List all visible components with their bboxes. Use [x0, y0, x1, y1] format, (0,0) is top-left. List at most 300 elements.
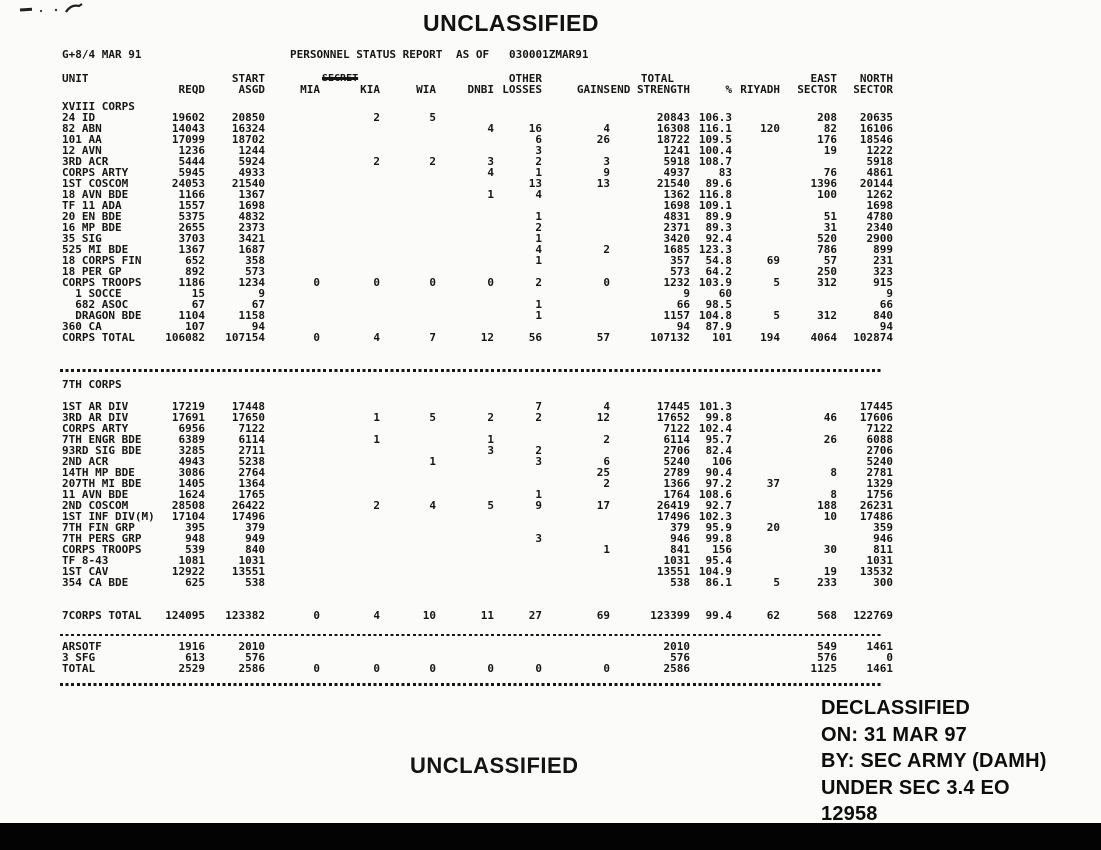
cell-strength: 16308: [656, 122, 690, 135]
cell-losses: [494, 544, 542, 555]
cell-unit: 2ND COSCOM: [62, 498, 129, 512]
cell-asgd: 4832: [238, 210, 265, 223]
cell-mia: [265, 555, 320, 566]
table-row: [62, 489, 898, 500]
header-losses: LOSSES: [502, 83, 542, 96]
cell-losses: 0: [535, 662, 542, 675]
cell-east: 1125: [810, 662, 837, 675]
cell-dnbi: 4: [487, 122, 494, 135]
cell-asgd: 1698: [238, 199, 265, 212]
cell-unit: 3 SFG: [62, 651, 96, 664]
cell-asgd: 2373: [238, 221, 265, 234]
header-north-sector: SECTOR: [853, 83, 893, 96]
header-kia: KIA: [360, 83, 380, 96]
cell-wia: 7: [429, 331, 436, 344]
cell-asgd: 573: [245, 265, 265, 278]
cell-mia: [265, 178, 320, 189]
cell-riyadh: [732, 467, 780, 478]
cell-strength: 573: [670, 265, 690, 278]
cell-gains: 0: [603, 662, 610, 675]
cell-kia: [320, 467, 380, 478]
cell-east: [780, 456, 837, 467]
cell-east: 8: [830, 487, 837, 501]
cell-dnbi: [436, 134, 494, 145]
header-wia: WIA: [416, 83, 436, 96]
cell-losses: 2: [535, 276, 542, 289]
cell-wia: 0: [429, 276, 436, 289]
cell-dnbi: [436, 211, 494, 222]
section-title: 7TH CORPS: [62, 377, 122, 391]
cell-pct: 98.5: [705, 298, 732, 311]
cell-north: 1222: [866, 144, 893, 157]
cell-pct: 104.8: [698, 309, 732, 322]
cell-north: 20635: [859, 111, 893, 124]
cell-unit: CORPS ARTY: [62, 166, 129, 179]
cell-pct: 101: [712, 331, 732, 344]
cell-pct: 123.3: [698, 243, 732, 256]
cell-pct: 95.7: [705, 432, 732, 446]
cell-unit: 11 AVN BDE: [62, 487, 129, 501]
cell-asgd: 2586: [238, 662, 265, 675]
cell-losses: [494, 522, 542, 533]
cell-pct: 116.8: [698, 188, 732, 201]
cell-losses: 1: [535, 487, 542, 501]
cell-gains: 2: [603, 243, 610, 256]
header-percent: %: [725, 83, 732, 96]
cell-reqd: 1236: [178, 144, 205, 157]
table-row: [62, 412, 898, 423]
cell-wia: 4: [429, 498, 436, 512]
cell-gains: 69: [596, 608, 610, 622]
cell-mia: [265, 134, 320, 145]
cell-kia: [320, 244, 380, 255]
cell-asgd: 21540: [231, 177, 265, 190]
cell-reqd: 1081: [178, 553, 205, 567]
cell-losses: [494, 511, 542, 522]
cell-mia: [265, 412, 320, 423]
cell-wia: 10: [422, 608, 436, 622]
cell-unit: 82 ABN: [62, 122, 102, 135]
cell-mia: [265, 167, 320, 178]
cell-reqd: 1405: [178, 476, 205, 490]
cell-pct: 109.5: [698, 133, 732, 146]
cell-reqd: 17219: [171, 399, 205, 413]
cell-riyadh: [732, 200, 780, 211]
cell-pct: 95.9: [705, 520, 732, 534]
cell-asgd: 4933: [238, 166, 265, 179]
cell-north: 6088: [866, 432, 893, 446]
cell-asgd: 2711: [238, 443, 265, 457]
cell-north: 122769: [853, 608, 893, 622]
cell-pct: 99.8: [705, 410, 732, 424]
cell-dnbi: [436, 401, 494, 412]
cell-reqd: 3086: [178, 465, 205, 479]
cell-reqd: 5444: [178, 155, 205, 168]
cell-asgd: 17496: [231, 509, 265, 523]
cell-losses: 13: [528, 177, 542, 190]
cell-mia: 0: [313, 608, 320, 622]
cell-losses: [494, 434, 542, 445]
cell-losses: 1: [535, 166, 542, 179]
column-headers: [62, 73, 898, 95]
cell-riyadh: [732, 641, 780, 652]
cell-mia: [265, 401, 320, 412]
cell-unit: TF 11 ADA: [62, 199, 122, 212]
cell-asgd: 67: [251, 298, 265, 311]
cell-dnbi: 1: [487, 188, 494, 201]
cell-dnbi: 12: [480, 331, 494, 344]
cell-riyadh: 37: [766, 476, 780, 490]
cell-mia: [265, 244, 320, 255]
cell-unit: CORPS ARTY: [62, 421, 129, 435]
pen-mark: [16, 2, 94, 18]
cell-pct: 64.2: [705, 265, 732, 278]
cell-reqd: 3703: [178, 232, 205, 245]
cell-losses: 2: [535, 443, 542, 457]
cell-east: [780, 288, 837, 299]
table-row-blank: [62, 599, 898, 610]
cell-east: [780, 445, 837, 456]
header-total: TOTAL: [640, 72, 674, 85]
cell-kia: [320, 511, 380, 522]
cell-mia: [265, 489, 320, 500]
cell-losses: 56: [528, 331, 542, 344]
cell-kia: 0: [373, 276, 380, 289]
cell-strength: 2371: [663, 221, 690, 234]
cell-east: 46: [823, 410, 837, 424]
cell-strength: 3420: [663, 232, 690, 245]
cell-north: 899: [873, 243, 893, 256]
cell-east: 57: [823, 254, 837, 267]
cell-dnbi: [436, 112, 494, 123]
header-north: NORTH: [859, 72, 893, 85]
cell-mia: 0: [313, 331, 320, 344]
cell-riyadh: [732, 434, 780, 445]
cell-east: 19: [823, 564, 837, 578]
cell-pct: 99.4: [705, 608, 732, 622]
table-row: [62, 332, 898, 343]
cell-kia: [320, 544, 380, 555]
cell-north: 94: [879, 320, 893, 333]
cell-east: 1396: [810, 177, 837, 190]
cell-dnbi: [436, 533, 494, 544]
cell-north: 1756: [866, 487, 893, 501]
table-row: [62, 610, 898, 621]
cell-reqd: 17104: [171, 509, 205, 523]
cell-asgd: 3421: [238, 232, 265, 245]
cell-pct: 104.9: [698, 564, 732, 578]
cell-pct: 101.3: [698, 399, 732, 413]
cell-kia: [320, 211, 380, 222]
cell-losses: 3: [535, 454, 542, 468]
cell-unit: CORPS TOTAL: [62, 331, 135, 344]
cell-east: 312: [817, 309, 837, 322]
cell-unit: 101 AA: [62, 133, 102, 146]
cell-pct: 103.9: [698, 276, 732, 289]
stamp-line: DECLASSIFIED: [821, 697, 971, 719]
cell-reqd: 1557: [178, 199, 205, 212]
cell-reqd: 15: [191, 287, 205, 300]
cell-kia: 4: [373, 608, 380, 622]
report-date: G+8/4 MAR 91: [62, 48, 142, 61]
cell-wia: [380, 577, 436, 588]
cell-north: 4861: [866, 166, 893, 179]
cell-losses: 16: [528, 122, 542, 135]
cell-unit: 1ST INF DIV(M): [62, 509, 155, 523]
cell-north: 231: [873, 254, 893, 267]
cell-kia: 4: [373, 331, 380, 344]
cell-wia: 2: [429, 155, 436, 168]
cell-pct: 106: [712, 454, 732, 468]
cell-mia: [265, 566, 320, 577]
cell-mia: [265, 522, 320, 533]
cell-reqd: 12922: [171, 564, 205, 578]
cell-strength: 17652: [656, 410, 690, 424]
cell-unit: 16 MP BDE: [62, 221, 122, 234]
cell-gains: 57: [596, 331, 610, 344]
table-row: [62, 511, 898, 522]
cell-dnbi: [436, 478, 494, 489]
cell-riyadh: 5: [773, 575, 780, 589]
cell-unit: 7TH PERS GRP: [62, 531, 142, 545]
cell-wia: [380, 555, 436, 566]
cell-asgd: 26422: [231, 498, 265, 512]
cell-reqd: 24053: [171, 177, 205, 190]
cell-strength: 7122: [663, 421, 690, 435]
cell-wia: 1: [429, 454, 436, 468]
cell-wia: 5: [429, 111, 436, 124]
cell-pct: 116.1: [698, 122, 732, 135]
cell-kia: [320, 577, 380, 588]
cell-mia: [265, 266, 320, 277]
cell-reqd: 106082: [165, 331, 205, 344]
table-row: [62, 566, 898, 577]
cell-losses: [494, 577, 542, 588]
cell-wia: [380, 434, 436, 445]
cell-gains: [542, 233, 610, 244]
cell-kia: [320, 423, 380, 434]
cell-unit: 7TH FIN GRP: [62, 520, 135, 534]
cell-north: 18546: [859, 133, 893, 146]
cell-east: [780, 555, 837, 566]
cell-riyadh: 5: [773, 309, 780, 322]
cell-unit: TOTAL: [62, 662, 96, 675]
cell-wia: [380, 445, 436, 456]
cell-reqd: 6956: [178, 421, 205, 435]
cell-reqd: 1624: [178, 487, 205, 501]
cell-mia: [265, 652, 320, 663]
table-row: [62, 544, 898, 555]
header-riyadh: RIYADH: [740, 83, 780, 96]
cell-north: 2900: [866, 232, 893, 245]
cell-reqd: 395: [185, 520, 205, 534]
cell-north: 2340: [866, 221, 893, 234]
cell-strength: 1232: [663, 276, 690, 289]
cell-dnbi: 2: [487, 410, 494, 424]
cell-pct: 95.4: [705, 553, 732, 567]
cell-gains: [542, 577, 610, 588]
cell-asgd: 379: [245, 520, 265, 534]
cell-dnbi: [436, 255, 494, 266]
cell-dnbi: [436, 266, 494, 277]
cell-gains: [542, 445, 610, 456]
table-row: [62, 500, 898, 511]
cell-north: 811: [873, 542, 893, 556]
cell-reqd: 17691: [171, 410, 205, 424]
cell-gains: [542, 522, 610, 533]
cell-north: 2706: [866, 443, 893, 457]
cell-north: 4780: [866, 210, 893, 223]
cell-unit: 24 ID: [62, 111, 96, 124]
table-row: [62, 456, 898, 467]
cell-gains: 13: [596, 177, 610, 190]
cell-reqd: 539: [185, 542, 205, 556]
cell-asgd: 94: [251, 320, 265, 333]
cell-wia: [380, 544, 436, 555]
cell-unit: 3RD AR DIV: [62, 410, 129, 424]
cell-unit: 2ND ACR: [62, 454, 109, 468]
cell-wia: [380, 321, 436, 332]
cell-north: 17486: [859, 509, 893, 523]
cell-gains: [542, 189, 610, 200]
report-title: PERSONNEL STATUS REPORT: [290, 48, 443, 61]
cell-asgd: 6114: [238, 432, 265, 446]
cell-wia: [380, 533, 436, 544]
cell-wia: [380, 200, 436, 211]
cell-strength: 538: [670, 575, 690, 589]
cell-kia: [320, 200, 380, 211]
cell-strength: 123399: [650, 608, 690, 622]
cell-mia: [265, 233, 320, 244]
cell-wia: [380, 489, 436, 500]
cell-asgd: 123382: [225, 608, 265, 622]
cell-losses: [494, 478, 542, 489]
cell-dnbi: [436, 244, 494, 255]
cell-riyadh: [732, 156, 780, 167]
cell-mia: [265, 288, 320, 299]
cell-asgd: 13551: [231, 564, 265, 578]
cell-riyadh: [732, 401, 780, 412]
cell-kia: 2: [373, 498, 380, 512]
cell-north: 16106: [859, 122, 893, 135]
cell-losses: 3: [535, 144, 542, 157]
cell-kia: 2: [373, 111, 380, 124]
cell-riyadh: [732, 544, 780, 555]
cell-gains: 3: [603, 155, 610, 168]
cell-dnbi: [436, 222, 494, 233]
cell-gains: [542, 112, 610, 123]
cell-dnbi: [436, 652, 494, 663]
cell-east: 82: [823, 122, 837, 135]
cell-reqd: 5945: [178, 166, 205, 179]
cell-kia: [320, 456, 380, 467]
cell-wia: [380, 641, 436, 652]
cell-gains: 0: [603, 276, 610, 289]
cell-asgd: 1687: [238, 243, 265, 256]
cell-reqd: 613: [185, 651, 205, 664]
cell-east: 576: [817, 651, 837, 664]
cell-unit: 1 SOCCE: [62, 287, 122, 300]
cell-reqd: 1166: [178, 188, 205, 201]
cell-mia: [265, 211, 320, 222]
cell-dnbi: [436, 178, 494, 189]
stamp-line: ON: 31 MAR 97: [821, 723, 967, 746]
stamp-line: 12958: [821, 803, 878, 825]
cell-gains: [542, 566, 610, 577]
cell-north: 7122: [866, 421, 893, 435]
cell-east: 8: [830, 465, 837, 479]
cell-unit: 1ST CAV: [62, 564, 109, 578]
cell-strength: 5240: [663, 454, 690, 468]
cell-kia: [320, 145, 380, 156]
cell-gains: [542, 511, 610, 522]
cell-gains: [542, 423, 610, 434]
cell-unit: 18 AVN BDE: [62, 188, 129, 201]
cell-east: 250: [817, 265, 837, 278]
cell-dnbi: [436, 145, 494, 156]
cell-riyadh: [732, 178, 780, 189]
cell-wia: [380, 467, 436, 478]
cell-gains: [542, 533, 610, 544]
cell-asgd: 2010: [238, 640, 265, 653]
cell-east: [780, 522, 837, 533]
cell-riyadh: [732, 663, 780, 674]
header-east-sector: SECTOR: [797, 83, 837, 96]
cell-mia: 0: [313, 276, 320, 289]
cell-mia: [265, 299, 320, 310]
cell-kia: [320, 167, 380, 178]
cell-reqd: 1916: [178, 640, 205, 653]
cell-dnbi: [436, 299, 494, 310]
cell-unit: CORPS TROOPS: [62, 542, 142, 556]
cell-riyadh: [732, 167, 780, 178]
cell-riyadh: 20: [766, 520, 780, 534]
cell-wia: [380, 566, 436, 577]
cell-gains: [542, 145, 610, 156]
cell-wia: [380, 134, 436, 145]
cell-east: 176: [817, 133, 837, 146]
cell-gains: [542, 200, 610, 211]
cell-riyadh: 194: [760, 331, 780, 344]
cell-mia: [265, 511, 320, 522]
cell-pct: 82.4: [705, 443, 732, 457]
cell-strength: 13551: [656, 564, 690, 578]
cell-wia: [380, 123, 436, 134]
cell-pct: 92.7: [705, 498, 732, 512]
cell-pct: 87.9: [705, 320, 732, 333]
cell-mia: [265, 321, 320, 332]
cell-losses: 1: [535, 309, 542, 322]
report-header: [62, 48, 898, 60]
cell-wia: [380, 189, 436, 200]
cell-losses: [494, 467, 542, 478]
cell-unit: 207TH MI BDE: [62, 476, 142, 490]
cell-unit: 1ST COSCOM: [62, 177, 129, 190]
header-other: OTHER: [508, 72, 542, 85]
cell-asgd: 17448: [231, 399, 265, 413]
cell-asgd: 1031: [238, 553, 265, 567]
cell-asgd: 949: [245, 531, 265, 545]
table-row: [62, 277, 898, 288]
cell-unit: 18 CORPS FIN: [62, 254, 142, 267]
cell-asgd: 16324: [231, 122, 265, 135]
cell-dnbi: [436, 423, 494, 434]
cell-east: 549: [817, 640, 837, 653]
cell-strength: 94: [676, 320, 690, 333]
cell-kia: [320, 222, 380, 233]
cell-asgd: 1158: [238, 309, 265, 322]
cell-unit: DRAGON BDE: [62, 309, 142, 322]
